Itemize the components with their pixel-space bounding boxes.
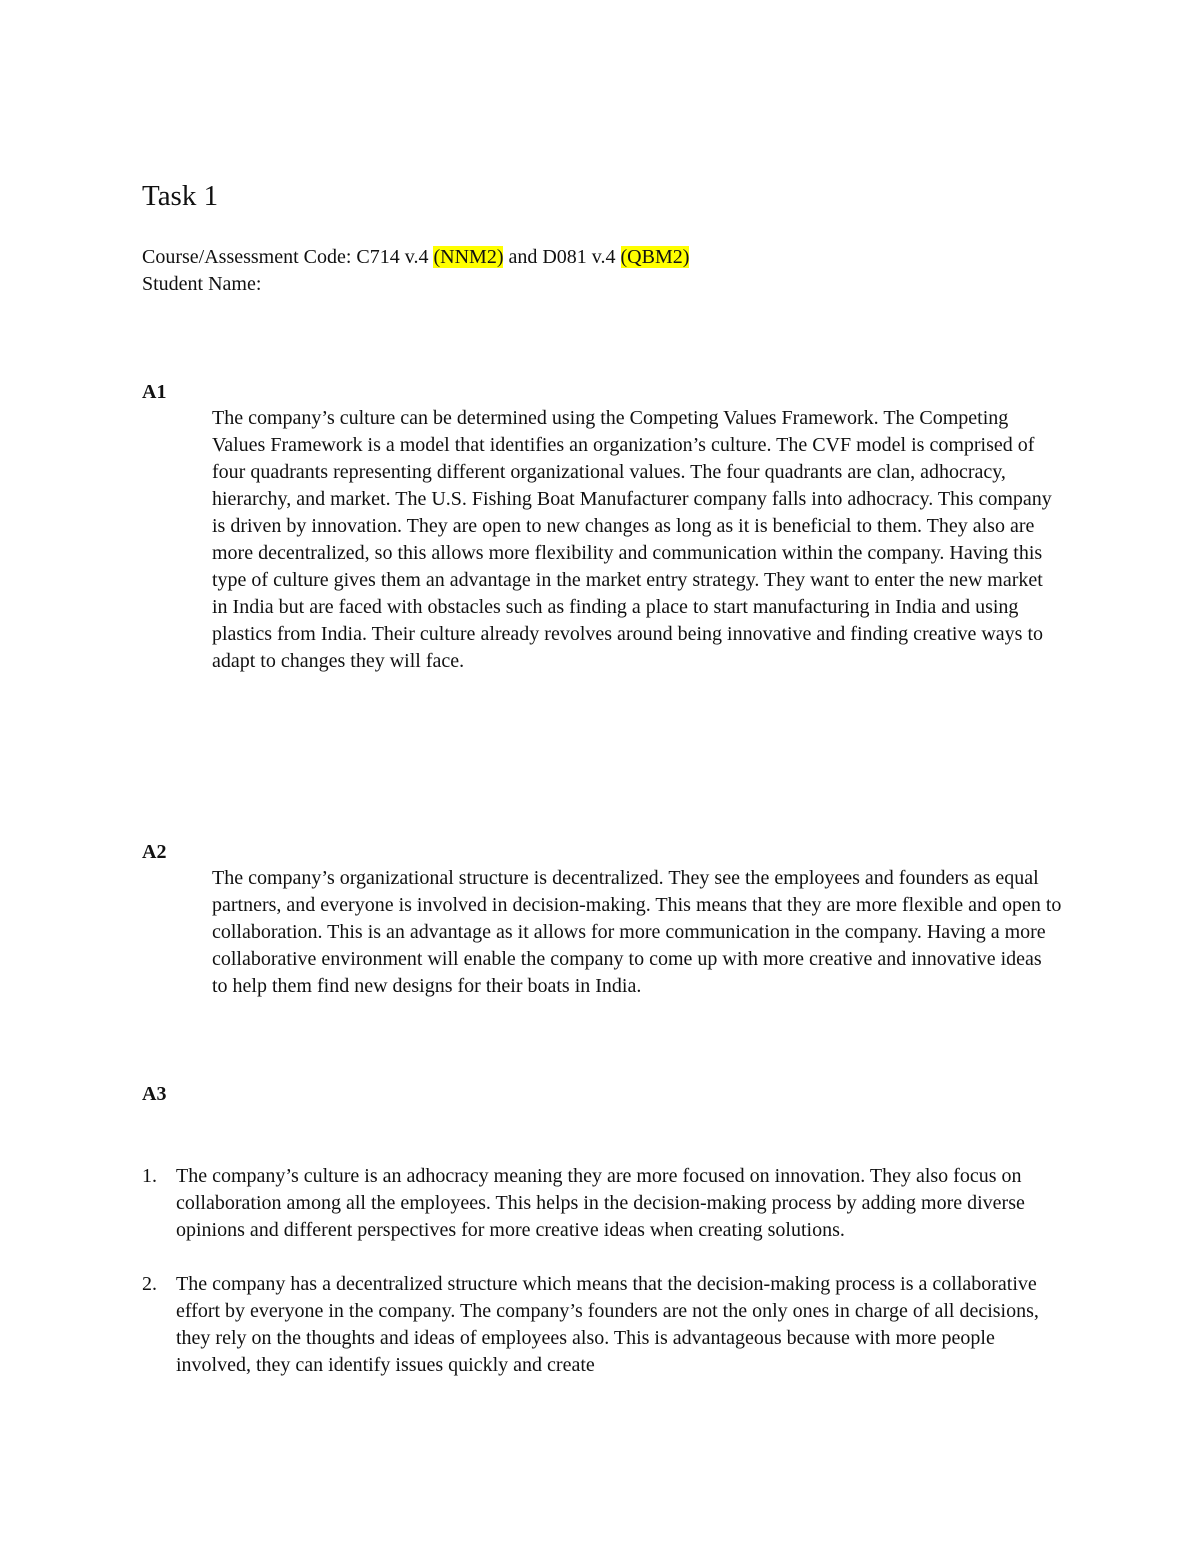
course-code-label: Course/Assessment Code: C714 v.4 (142, 246, 434, 268)
list-item-text: The company has a decentralized structure which means that the decision-making process is a collaborative effort by everyone in the company. The company’s founders are not the only ones in charge of all decisions, they rely on the thoughts and ideas of employees also. This is advantageous because with more people involved, they can identify issues quickly and create (176, 1273, 1039, 1376)
a3-list (142, 1163, 1067, 1406)
course-code-highlight-1: (NNM2) (433, 246, 504, 268)
section-text-a1: The company’s culture can be determined using the Competing Values Framework. The Competing Values Framework is a model that identifies an organization’s culture. The CVF model is comprised of four quadrants representing different organizational values. The four quadrants are clan, adhocracy, hierarchy, and market. The U.S. Fishing Boat Manufacturer company falls into adhocracy. This company is driven by innovation. They are open to new changes as long as it is beneficial to them. They also are more decentralized, so this allows more flexibility and communication within the company. Having this type of culture gives them an advantage in the market entry strategy. They want to enter the new market in India but are faced with obstacles such as finding a place to start manufacturing in India and using plastics from India. Their culture already revolves around being innovative and finding creative ways to adapt to changes they will face. (212, 407, 1052, 672)
list-item-number: 1. (142, 1165, 157, 1187)
section-heading-a3: A3 (142, 1083, 167, 1105)
document-title: Task 1 (142, 180, 219, 212)
section-heading-a1: A1 (142, 381, 167, 403)
course-code-line (142, 244, 689, 271)
list-item-text: The company’s culture is an adhocracy meaning they are more focused on innovation. They also focus on collaboration among all the employees. This helps in the decision-making process by adding more diverse opinions and different perspectives for more creative ideas when creating solutions. (176, 1165, 1025, 1241)
section-text-a2: The company’s organizational structure is decentralized. They see the employees and founders as equal partners, and everyone is involved in decision-making. This means that they are more flexible and open to collaboration. This is an advantage as it allows for more communication in the company. Having a more collaborative environment will enable the company to come up with more creative and innovative ideas to help them find new designs for their boats in India. (212, 867, 1062, 997)
section-heading-a2: A2 (142, 841, 167, 863)
list-item-number: 2. (142, 1273, 157, 1295)
list-item (142, 1271, 1067, 1379)
list-item (142, 1163, 1067, 1244)
course-code-highlight-2: (QBM2) (620, 246, 690, 268)
document-meta (142, 244, 689, 298)
course-code-mid: and D081 v.4 (503, 246, 621, 268)
student-name-label: Student Name: (142, 273, 262, 295)
